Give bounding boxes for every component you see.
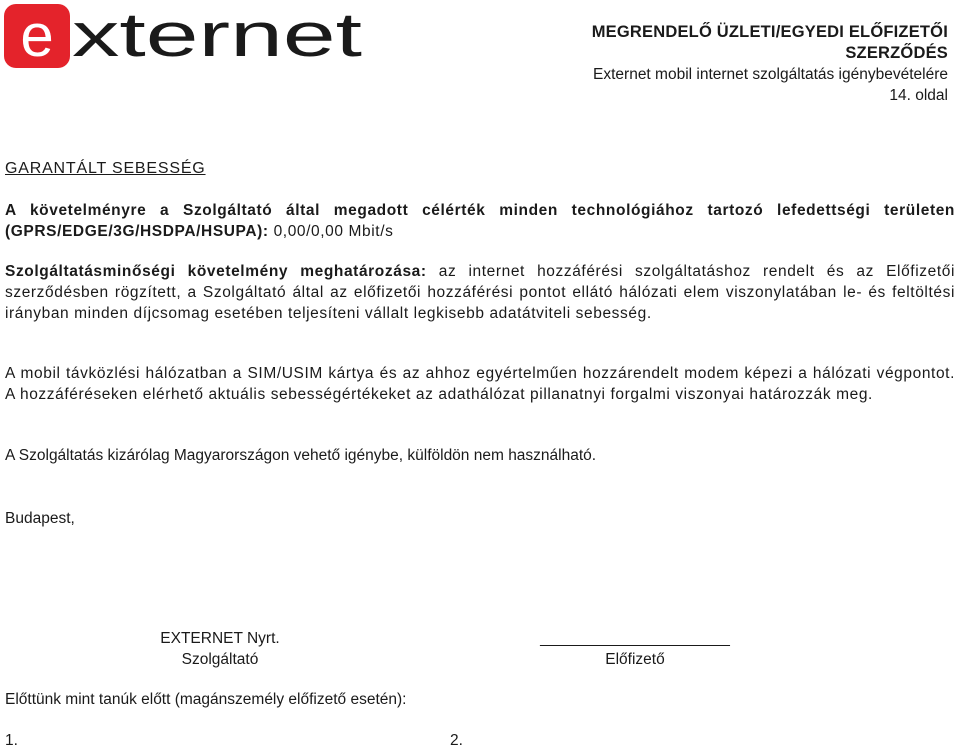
- speed-target-value: 0,00/0,00 Mbit/s: [268, 223, 394, 240]
- quality-requirement-paragraph: [5, 261, 955, 324]
- witness-2: 2.: [450, 732, 463, 749]
- network-endpoint-paragraph: A mobil távközlési hálózatban a SIM/USIM kártya és az ahhoz egyértelműen hozzárendelt modem képezi a hálózati végpontot. A hozzáféréseken elérhető aktuális sebességértékeket az adathálózat pillanatnyi forgalmi viszonyai határozzák meg.: [5, 365, 955, 403]
- subscriber-signature: [510, 628, 760, 670]
- place-text: Budapest,: [5, 510, 75, 527]
- svg-text:xternet: xternet: [72, 2, 362, 70]
- speed-target-paragraph: [5, 200, 955, 242]
- contract-subtitle: Externet mobil internet szolgáltatás igénybevételére: [593, 66, 948, 83]
- witness-text: Előttünk mint tanúk előtt (magánszemély előfizető esetén):: [5, 691, 407, 708]
- document-header: [592, 22, 948, 106]
- service-area-paragraph: A Szolgáltatás kizárólag Magyarországon vehető igénybe, külföldön nem használható.: [5, 447, 597, 464]
- provider-name: EXTERNET Nyrt.: [160, 630, 280, 647]
- provider-role: Szolgáltató: [181, 651, 259, 668]
- subscriber-signature-line: ______________________: [540, 630, 730, 647]
- quality-requirement-text: az internet hozzáférési szolgáltatáshoz rendelt és az Előfizetői szerződésben rögzített, a Szolgáltató által az előfizetői hozzáférési pontot ellátó hálózati elem viszonylatában le- és feltöltési irányban minden díjcsomag esetében teljesíteni vállalt legkisebb adatátviteli sebesség.: [5, 263, 955, 322]
- section-title: GARANTÁLT SEBESSÉG: [5, 160, 206, 177]
- contract-title-line2: SZERZŐDÉS: [845, 44, 948, 62]
- witness-1: 1.: [5, 732, 18, 749]
- quality-requirement-label: Szolgáltatásminőségi követelmény meghatározása:: [5, 263, 427, 280]
- externet-logo: [4, 2, 364, 70]
- page-number: 14. oldal: [889, 87, 948, 104]
- provider-signature: [130, 628, 310, 670]
- contract-title: MEGRENDELŐ ÜZLETI/EGYEDI ELŐFIZETŐI: [591, 23, 948, 41]
- subscriber-role: Előfizető: [605, 651, 665, 668]
- speed-target-label: A követelményre a Szolgáltató által megadott célérték minden technológiához tartozó lefedettségi területen (GPRS/EDGE/3G/HSDPA/HSUPA):: [5, 202, 955, 240]
- svg-text:e: e: [20, 2, 54, 69]
